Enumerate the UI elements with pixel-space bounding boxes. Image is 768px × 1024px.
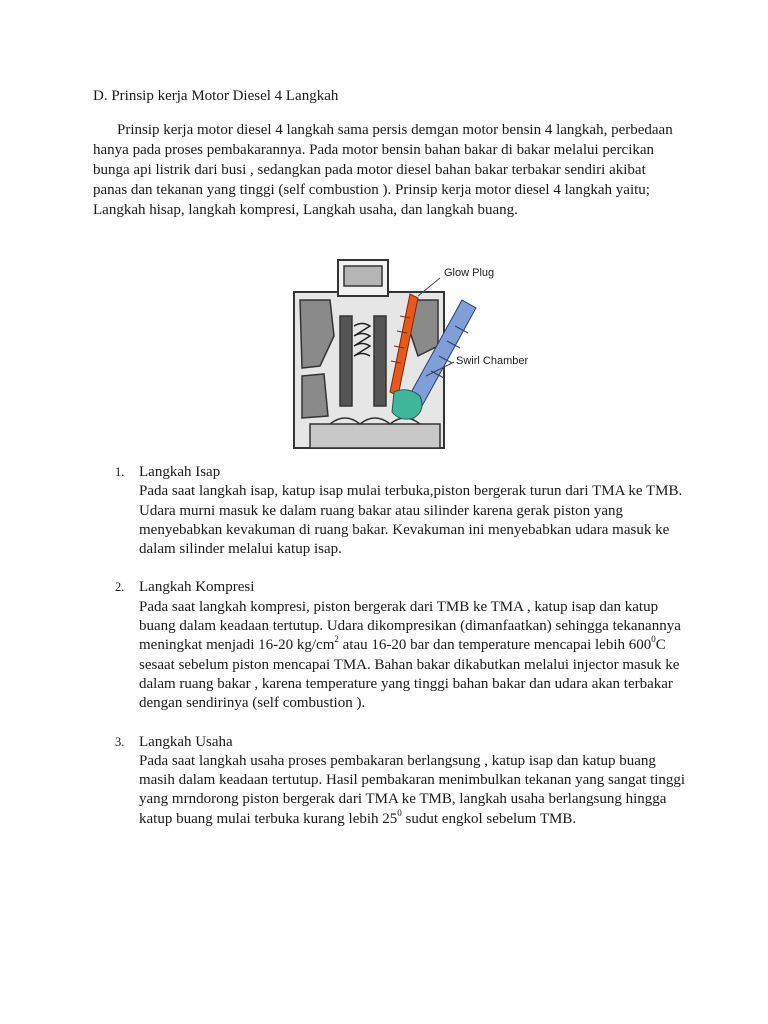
glow-plug-label: Glow Plug bbox=[444, 267, 495, 279]
intro-paragraph bbox=[93, 120, 683, 220]
engine-cross-section bbox=[290, 256, 536, 452]
list-item bbox=[93, 578, 693, 713]
list-item bbox=[93, 733, 693, 829]
swirl-chamber-label: Swirl Chamber bbox=[456, 355, 529, 367]
list-item bbox=[93, 463, 693, 559]
swirl-chamber-icon bbox=[392, 390, 422, 419]
step-body: Pada saat langkah isap, katup isap mulai terbuka,piston bergerak turun dari TMA ke TMB. Udara murni masuk ke dalam ruang bakar atau silinder karena gerak piston yang menyebabkan kevakuman di ruang bakar. Kevakuman ini menyebabkan udara masuk ke dalam silinder melalui katup isap. bbox=[139, 483, 683, 558]
step-title: Langkah Usaha bbox=[139, 733, 233, 750]
step-number: 2. bbox=[115, 580, 125, 595]
step-body bbox=[139, 752, 693, 829]
step-body-part: Pada saat langkah kompresi, piston bergerak dari TMB ke TMA , katup isap dan katup buang dalam keadaan tertutup. Udara dikompresikan (dimanfaatkan) sehingga tekanannya meningkat menjadi 16-20 kg/cm bbox=[139, 598, 681, 654]
superscript: 0 bbox=[397, 807, 402, 818]
step-title: Langkah Isap bbox=[139, 464, 221, 480]
step-title: Langkah Kompresi bbox=[139, 579, 255, 596]
step-number: 3. bbox=[115, 734, 125, 749]
step-body-part: C sesaat sebelum piston mencapai TMA. Bahan bakar dikabutkan melalui injector masuk ke dalam ruang bakar , karena temperature yang tinggi bahan bakar dan udara akan terbakar dengan sendirinya (self combustion ). bbox=[139, 637, 680, 712]
intro-text: Prinsip kerja motor diesel 4 langkah sama persis demgan motor bensin 4 langkah, perbedaan hanya pada proses pembakarannya. Pada motor bensin bahan bakar di bakar melalui percikan bunga api listrik dari busi , sedangkan pada motor diesel bahan bakar terbakar sendiri akibat panas dan tekanan yang tinggi (self combustion ). Prinsip kerja motor diesel 4 langkah yaitu; Langkah hisap, langkah kompresi, Langkah usaha, dan langkah buang. bbox=[93, 122, 673, 218]
step-body-part: Pada saat langkah usaha proses pembakaran berlangsung , katup isap dan katup buang masih dalam keadaan tertutup. Hasil pembakaran menimbulkan tekanan yang sangat tinggi yang mrndorong piston bergerak dari TMA ke TMB, langkah usaha berlangsung hingga katup buang mulai terbuka kurang lebih 25 bbox=[139, 752, 686, 827]
steps-list bbox=[93, 463, 693, 848]
diesel-engine-diagram bbox=[290, 256, 536, 452]
superscript: 0 bbox=[651, 634, 656, 645]
step-number: 1. bbox=[115, 465, 125, 479]
superscript: 2 bbox=[334, 634, 339, 645]
step-body-part: atau 16-20 bar dan temperature mencapai lebih 600 bbox=[338, 637, 652, 654]
section-heading: D. Prinsip kerja Motor Diesel 4 Langkah bbox=[93, 88, 339, 104]
step-body bbox=[139, 598, 693, 714]
step-body-part: sudut engkol sebelum TMB. bbox=[401, 810, 577, 827]
